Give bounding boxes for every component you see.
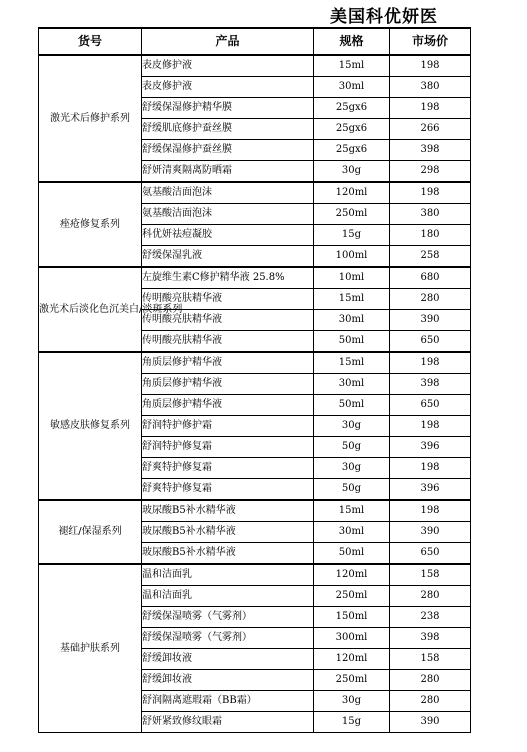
table-row <box>39 182 471 204</box>
spec-cell: 30g <box>314 416 390 437</box>
spec-cell: 120ml <box>314 564 390 586</box>
table-body <box>39 55 471 733</box>
price-cell: 680 <box>390 267 471 289</box>
price-cell: 280 <box>390 691 471 712</box>
product-name-cell: 氨基酸洁面泡沫 <box>142 204 314 225</box>
series-cell: 痤疮修复系列 <box>39 182 142 267</box>
spec-cell: 30g <box>314 458 390 479</box>
product-name-cell: 玻尿酸B5补水精华液 <box>142 543 314 565</box>
spec-cell: 15ml <box>314 289 390 310</box>
product-name-cell: 舒缓保湿修护蚕丝膜 <box>142 140 314 161</box>
price-cell: 398 <box>390 628 471 649</box>
product-name-cell: 传明酸亮肤精华液 <box>142 331 314 353</box>
price-cell: 198 <box>390 352 471 374</box>
product-name-cell: 舒妍清爽隔离防晒霜 <box>142 161 314 183</box>
product-name-cell: 舒润隔离遮瑕霜（BB霜） <box>142 691 314 712</box>
product-name-cell: 舒妍紧致修纹眼霜 <box>142 712 314 733</box>
product-name-cell: 角质层修护精华液 <box>142 374 314 395</box>
series-cell: 激光术后修护系列 <box>39 55 142 182</box>
header-item-number: 货号 <box>39 28 142 55</box>
spec-cell: 300ml <box>314 628 390 649</box>
spec-cell: 250ml <box>314 586 390 607</box>
price-cell: 198 <box>390 182 471 204</box>
price-cell: 398 <box>390 374 471 395</box>
product-name-cell: 科优妍祛痘凝胶 <box>142 225 314 246</box>
product-name-cell: 传明酸亮肤精华液 <box>142 310 314 331</box>
product-name-cell: 舒缓保湿喷雾（气雾剂） <box>142 628 314 649</box>
product-name-cell: 舒缓保湿乳液 <box>142 246 314 268</box>
spec-cell: 250ml <box>314 204 390 225</box>
series-cell: 敏感皮肤修复系列 <box>39 352 142 500</box>
price-cell: 380 <box>390 77 471 98</box>
spec-cell: 50ml <box>314 331 390 353</box>
spec-cell: 15ml <box>314 55 390 77</box>
product-name-cell: 舒润特护修护霜 <box>142 416 314 437</box>
price-cell: 198 <box>390 416 471 437</box>
series-cell: 激光术后淡化色沉美白/淡斑系列 <box>39 267 142 352</box>
price-cell: 398 <box>390 140 471 161</box>
price-cell: 650 <box>390 543 471 565</box>
product-name-cell: 角质层修护精华液 <box>142 395 314 416</box>
header-product: 产品 <box>142 28 314 55</box>
product-name-cell: 左旋维生素C修护精华液 25.8% <box>142 267 314 289</box>
price-cell: 396 <box>390 479 471 501</box>
price-cell: 650 <box>390 395 471 416</box>
product-name-cell: 舒爽特护修复霜 <box>142 479 314 501</box>
price-cell: 266 <box>390 119 471 140</box>
product-name-cell: 舒润特护修复霜 <box>142 437 314 458</box>
spec-cell: 50g <box>314 437 390 458</box>
spec-cell: 250ml <box>314 670 390 691</box>
price-cell: 380 <box>390 204 471 225</box>
price-cell: 158 <box>390 649 471 670</box>
spec-cell: 15g <box>314 712 390 733</box>
spec-cell: 50ml <box>314 543 390 565</box>
spec-cell: 10ml <box>314 267 390 289</box>
price-cell: 180 <box>390 225 471 246</box>
spec-cell: 30ml <box>314 374 390 395</box>
price-cell: 198 <box>390 458 471 479</box>
spec-cell: 120ml <box>314 182 390 204</box>
spec-cell: 30g <box>314 691 390 712</box>
price-cell: 280 <box>390 670 471 691</box>
product-name-cell: 舒爽特护修复霜 <box>142 458 314 479</box>
spec-cell: 25gx6 <box>314 140 390 161</box>
spec-cell: 30ml <box>314 310 390 331</box>
price-cell: 650 <box>390 331 471 353</box>
series-cell: 褪红/保湿系列 <box>39 500 142 564</box>
price-cell: 198 <box>390 55 471 77</box>
product-name-cell: 玻尿酸B5补水精华液 <box>142 500 314 522</box>
price-cell: 390 <box>390 712 471 733</box>
product-name-cell: 舒缓保湿修护精华膜 <box>142 98 314 119</box>
price-cell: 198 <box>390 98 471 119</box>
price-cell: 298 <box>390 161 471 183</box>
price-cell: 158 <box>390 564 471 586</box>
spec-cell: 30ml <box>314 77 390 98</box>
spec-cell: 15ml <box>314 500 390 522</box>
price-cell: 280 <box>390 586 471 607</box>
price-cell: 390 <box>390 522 471 543</box>
price-cell: 238 <box>390 607 471 628</box>
product-name-cell: 温和洁面乳 <box>142 586 314 607</box>
document-title: 美国科优妍医 <box>330 7 438 27</box>
product-name-cell: 表皮修护液 <box>142 55 314 77</box>
price-list-table <box>38 27 471 733</box>
product-name-cell: 舒缓卸妆液 <box>142 670 314 691</box>
product-name-cell: 传明酸亮肤精华液 <box>142 289 314 310</box>
product-name-cell: 温和洁面乳 <box>142 564 314 586</box>
product-name-cell: 表皮修护液 <box>142 77 314 98</box>
product-name-cell: 舒缓保湿喷雾（气雾剂） <box>142 607 314 628</box>
table-row <box>39 564 471 586</box>
header-row <box>39 28 471 55</box>
series-cell: 基础护肤系列 <box>39 564 142 733</box>
header-spec: 规格 <box>314 28 390 55</box>
table-row <box>39 500 471 522</box>
product-name-cell: 氨基酸洁面泡沫 <box>142 182 314 204</box>
table-row <box>39 267 471 289</box>
spec-cell: 50ml <box>314 395 390 416</box>
spec-cell: 30ml <box>314 522 390 543</box>
spec-cell: 150ml <box>314 607 390 628</box>
price-cell: 396 <box>390 437 471 458</box>
spec-cell: 100ml <box>314 246 390 268</box>
spec-cell: 25gx6 <box>314 98 390 119</box>
spec-cell: 25gx6 <box>314 119 390 140</box>
product-name-cell: 角质层修护精华液 <box>142 352 314 374</box>
product-name-cell: 玻尿酸B5补水精华液 <box>142 522 314 543</box>
spec-cell: 30g <box>314 161 390 183</box>
spec-cell: 15ml <box>314 352 390 374</box>
price-cell: 198 <box>390 500 471 522</box>
table-row <box>39 55 471 77</box>
spec-cell: 15g <box>314 225 390 246</box>
price-cell: 258 <box>390 246 471 268</box>
spec-cell: 50g <box>314 479 390 501</box>
price-cell: 280 <box>390 289 471 310</box>
spec-cell: 120ml <box>314 649 390 670</box>
product-name-cell: 舒缓肌底修护蚕丝膜 <box>142 119 314 140</box>
product-name-cell: 舒缓卸妆液 <box>142 649 314 670</box>
table-row <box>39 352 471 374</box>
header-price: 市场价 <box>390 28 471 55</box>
price-cell: 390 <box>390 310 471 331</box>
